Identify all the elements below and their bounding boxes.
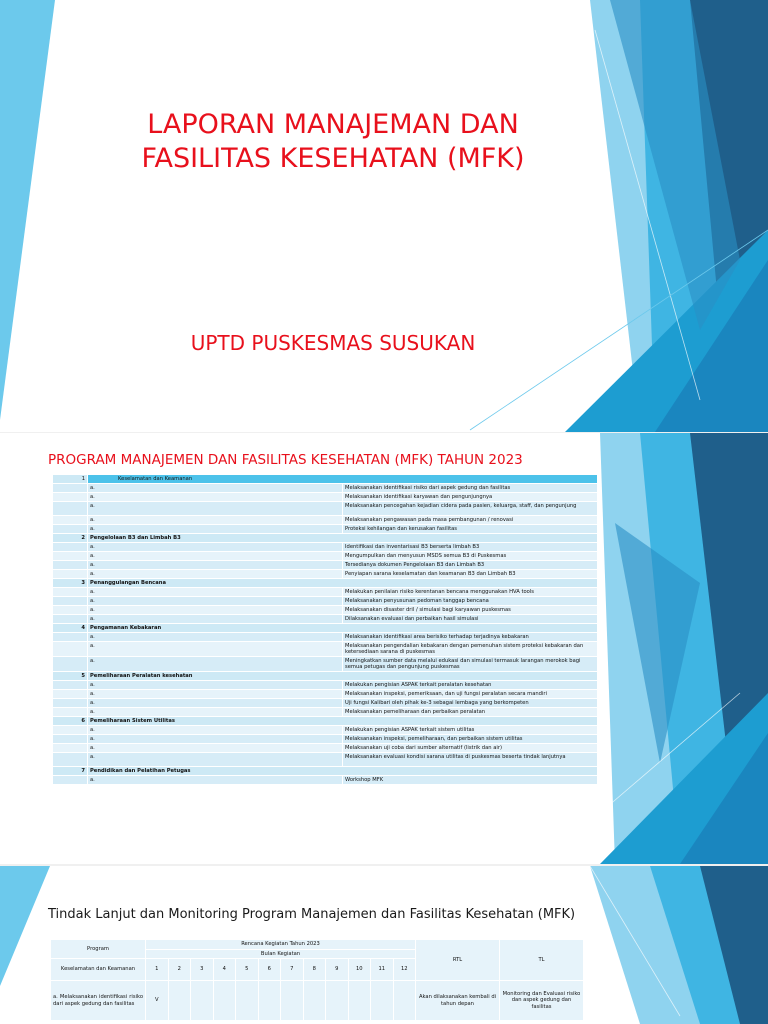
item-spacer bbox=[53, 525, 88, 534]
program-item-row bbox=[53, 699, 598, 708]
monitoring-header-row bbox=[51, 940, 584, 950]
section-heading: Keselamatan dan Keamanan bbox=[88, 475, 598, 484]
section-number: 6 bbox=[53, 717, 88, 726]
section-heading-row bbox=[53, 672, 598, 681]
subtitle: UPTD PUSKESMAS SUSUKAN bbox=[190, 331, 476, 355]
item-text: Dilaksanakan evaluasi dan perbaikan hasil simulasi bbox=[343, 615, 598, 624]
item-mark: a. bbox=[88, 726, 343, 735]
item-text: Identifikasi dan inventarisasi B3 berserta limbah B3 bbox=[343, 543, 598, 552]
row-program: a. Melaksanakan identifikasi risiko dari aspek gedung dan fasilitas bbox=[51, 981, 146, 1021]
program-item-row bbox=[53, 690, 598, 699]
month-cell: 5 bbox=[236, 959, 259, 981]
row-tl: Monitoring dan Evaluasi risiko dan aspek gedung dan fasilitas bbox=[500, 981, 584, 1021]
month-mark bbox=[191, 981, 214, 1021]
item-text: Melaksanakan pengendalian kebakaran dengan pemenuhan sistem proteksi kebakaran dan ketersediaan sarana di puskesmas bbox=[343, 642, 598, 657]
decorative-shapes bbox=[0, 0, 768, 432]
program-item-row bbox=[53, 516, 598, 525]
item-text: Melakukan pengisian ASPAK terkait peralatan kesehatan bbox=[343, 681, 598, 690]
item-spacer bbox=[53, 690, 88, 699]
month-cell: 3 bbox=[191, 959, 214, 981]
monitoring-row bbox=[51, 981, 584, 1021]
item-mark: a. bbox=[88, 776, 343, 785]
program-item-row bbox=[53, 708, 598, 717]
item-spacer bbox=[53, 776, 88, 785]
main-title-line1: LAPORAN MANAJEMAN DAN bbox=[147, 109, 519, 140]
month-cell: 11 bbox=[371, 959, 394, 981]
section-heading-row bbox=[53, 579, 598, 588]
item-text: Melaksanakan inspeksi, pemeliharaan, dan perbaikan sistem utilitas bbox=[343, 735, 598, 744]
item-text: Melaksanakan pemeliharaan dan perbaikan peralatan bbox=[343, 708, 598, 717]
item-mark: a. bbox=[88, 543, 343, 552]
section-heading-row bbox=[53, 534, 598, 543]
item-text: Penyiapan sarana keselamatan dan keamanan B3 dan Limbah B3 bbox=[343, 570, 598, 579]
item-mark: a. bbox=[88, 744, 343, 753]
item-spacer bbox=[53, 657, 88, 672]
program-item-row bbox=[53, 552, 598, 561]
item-mark: a. bbox=[88, 690, 343, 699]
section-number: 7 bbox=[53, 767, 88, 776]
item-text: Melaksanakan pencegahan kejadian cidera pada pasien, keluarga, staff, dan pengunjung bbox=[343, 502, 598, 516]
item-text: Mengumpulkan dan menyusun MSDS semua B3 di Puskesmas bbox=[343, 552, 598, 561]
item-spacer bbox=[53, 502, 88, 516]
program-item-row bbox=[53, 570, 598, 579]
month-cell: 12 bbox=[393, 959, 416, 981]
col-program: Program bbox=[51, 940, 146, 959]
item-mark: a. bbox=[88, 597, 343, 606]
item-spacer bbox=[53, 726, 88, 735]
item-mark: a. bbox=[88, 502, 343, 516]
item-text: Uji fungsi Kalibari oleh pihak ke-3 sebagai lembaga yang berkompeten bbox=[343, 699, 598, 708]
program-title: PROGRAM MANAJEMEN DAN FASILITAS KESEHATAN (MFK) TAHUN 2023 bbox=[48, 452, 523, 468]
item-spacer bbox=[53, 543, 88, 552]
item-text: Melakukan penilaian risiko kerentanan bencana menggunakan HVA tools bbox=[343, 588, 598, 597]
month-cell: 8 bbox=[303, 959, 326, 981]
item-text: Workshop MFK bbox=[343, 776, 598, 785]
program-item-row bbox=[53, 642, 598, 657]
section-heading: Penanggulangan Bencana bbox=[88, 579, 598, 588]
item-mark: a. bbox=[88, 699, 343, 708]
month-cell: 10 bbox=[348, 959, 371, 981]
program-item-row bbox=[53, 615, 598, 624]
program-item-row bbox=[53, 502, 598, 516]
col-bulan: Bulan Kegiatan bbox=[146, 949, 416, 959]
item-text: Melaksanakan identifikasi area berisiko terhadap terjadinya kebakaran bbox=[343, 633, 598, 642]
section-number: 1 bbox=[53, 475, 88, 484]
item-spacer bbox=[53, 597, 88, 606]
item-text: Melakukan pengisian ASPAK terkait sistem utilitas bbox=[343, 726, 598, 735]
month-mark bbox=[371, 981, 394, 1021]
section-heading-row bbox=[53, 624, 598, 633]
section-heading-row bbox=[53, 717, 598, 726]
item-mark: a. bbox=[88, 588, 343, 597]
slide-title bbox=[0, 0, 768, 432]
month-mark bbox=[348, 981, 371, 1021]
row-group: Keselamatan dan Keamanan bbox=[51, 959, 146, 981]
program-item-row bbox=[53, 776, 598, 785]
item-spacer bbox=[53, 735, 88, 744]
item-mark: a. bbox=[88, 561, 343, 570]
month-cell: 7 bbox=[281, 959, 304, 981]
slide-program bbox=[0, 433, 768, 864]
item-spacer bbox=[53, 606, 88, 615]
item-spacer bbox=[53, 699, 88, 708]
program-item-row bbox=[53, 657, 598, 672]
item-mark: a. bbox=[88, 708, 343, 717]
month-mark bbox=[213, 981, 236, 1021]
month-mark bbox=[393, 981, 416, 1021]
month-mark bbox=[326, 981, 349, 1021]
program-table bbox=[52, 474, 598, 785]
col-rencana: Rencana Kegiatan Tahun 2023 bbox=[146, 940, 416, 950]
section-number: 3 bbox=[53, 579, 88, 588]
month-cell: 4 bbox=[213, 959, 236, 981]
item-spacer bbox=[53, 484, 88, 493]
month-cell: 9 bbox=[326, 959, 349, 981]
section-heading-row bbox=[53, 475, 598, 484]
program-item-row bbox=[53, 681, 598, 690]
monitoring-title: Tindak Lanjut dan Monitoring Program Manajemen dan Fasilitas Kesehatan (MFK) bbox=[48, 907, 576, 922]
month-cell: 1 bbox=[146, 959, 169, 981]
item-spacer bbox=[53, 493, 88, 502]
item-spacer bbox=[53, 570, 88, 579]
monitoring-table bbox=[50, 939, 584, 1021]
item-mark: a. bbox=[88, 516, 343, 525]
item-mark: a. bbox=[88, 525, 343, 534]
month-mark bbox=[168, 981, 191, 1021]
item-spacer bbox=[53, 753, 88, 767]
item-mark: a. bbox=[88, 484, 343, 493]
item-mark: a. bbox=[88, 552, 343, 561]
item-mark: a. bbox=[88, 615, 343, 624]
item-mark: a. bbox=[88, 753, 343, 767]
item-mark: a. bbox=[88, 681, 343, 690]
item-text: Melaksanakan uji coba dari sumber alternatif (listrik dan air) bbox=[343, 744, 598, 753]
item-spacer bbox=[53, 561, 88, 570]
item-spacer bbox=[53, 744, 88, 753]
col-tl: TL bbox=[500, 940, 584, 981]
program-item-row bbox=[53, 525, 598, 534]
program-item-row bbox=[53, 484, 598, 493]
main-title-line2: FASILITAS KESEHATAN (MFK) bbox=[141, 143, 525, 174]
month-mark bbox=[303, 981, 326, 1021]
program-item-row bbox=[53, 561, 598, 570]
item-text: Melaksanakan inspeksi, pemeriksaan, dan uji fungsi peralatan secara mandiri bbox=[343, 690, 598, 699]
month-mark bbox=[281, 981, 304, 1021]
item-text: Melaksanakan penyusunan pedoman tanggap bencana bbox=[343, 597, 598, 606]
section-number: 2 bbox=[53, 534, 88, 543]
program-item-row bbox=[53, 633, 598, 642]
item-mark: a. bbox=[88, 657, 343, 672]
item-spacer bbox=[53, 516, 88, 525]
section-heading: Pemeliharaan Sistem Utilitas bbox=[88, 717, 598, 726]
section-heading: Pendidikan dan Pelatihan Petugas bbox=[88, 767, 598, 776]
item-spacer bbox=[53, 642, 88, 657]
section-number: 4 bbox=[53, 624, 88, 633]
item-mark: a. bbox=[88, 642, 343, 657]
program-item-row bbox=[53, 588, 598, 597]
item-spacer bbox=[53, 552, 88, 561]
item-spacer bbox=[53, 633, 88, 642]
section-heading: Pemeliharaan Peralatan kesehatan bbox=[88, 672, 598, 681]
program-item-row bbox=[53, 735, 598, 744]
item-mark: a. bbox=[88, 606, 343, 615]
item-text: Melaksanakan evaluasi kondisi sarana utilitas di puskesmas beserta tindak lanjutnya bbox=[343, 753, 598, 767]
item-mark: a. bbox=[88, 633, 343, 642]
item-text: Melaksanakan identifikasi karyawan dan pengunjungnya bbox=[343, 493, 598, 502]
month-mark bbox=[236, 981, 259, 1021]
item-mark: a. bbox=[88, 735, 343, 744]
item-text: Meningkatkan sumber data melalui edukasi dan simulasi termasuk larangan merokok bagi semua petugas dan pengunjung puskesmas bbox=[343, 657, 598, 672]
program-item-row bbox=[53, 606, 598, 615]
col-rtl: RTL bbox=[416, 940, 500, 981]
program-item-row bbox=[53, 543, 598, 552]
program-item-row bbox=[53, 726, 598, 735]
slide-monitoring bbox=[0, 866, 768, 1024]
row-rtl: Akan dilaksanakan kembali di tahun depan bbox=[416, 981, 500, 1021]
section-heading-row bbox=[53, 767, 598, 776]
item-mark: a. bbox=[88, 570, 343, 579]
item-spacer bbox=[53, 588, 88, 597]
item-text: Tersedianya dokumen Pengelolaan B3 dan Limbah B3 bbox=[343, 561, 598, 570]
program-item-row bbox=[53, 744, 598, 753]
item-spacer bbox=[53, 681, 88, 690]
item-spacer bbox=[53, 615, 88, 624]
item-text: Proteksi kehilangan dan kerusakan fasilitas bbox=[343, 525, 598, 534]
month-mark bbox=[258, 981, 281, 1021]
month-mark: V bbox=[146, 981, 169, 1021]
section-heading: Pengelolaan B3 dan Limbah B3 bbox=[88, 534, 598, 543]
item-mark: a. bbox=[88, 493, 343, 502]
month-cell: 2 bbox=[168, 959, 191, 981]
section-heading: Pengamanan Kebakaran bbox=[88, 624, 598, 633]
item-text: Melaksanakan identifikasi risiko dari aspek gedung dan fasilitas bbox=[343, 484, 598, 493]
program-item-row bbox=[53, 493, 598, 502]
item-text: Melaksanakan pengawasan pada masa pembangunan / renovasi bbox=[343, 516, 598, 525]
item-text: Melaksanakan disaster dril / simulasi bagi karyawan puskesmas bbox=[343, 606, 598, 615]
program-item-row bbox=[53, 753, 598, 767]
item-spacer bbox=[53, 708, 88, 717]
section-number: 5 bbox=[53, 672, 88, 681]
main-title bbox=[100, 108, 566, 176]
month-cell: 6 bbox=[258, 959, 281, 981]
program-item-row bbox=[53, 597, 598, 606]
